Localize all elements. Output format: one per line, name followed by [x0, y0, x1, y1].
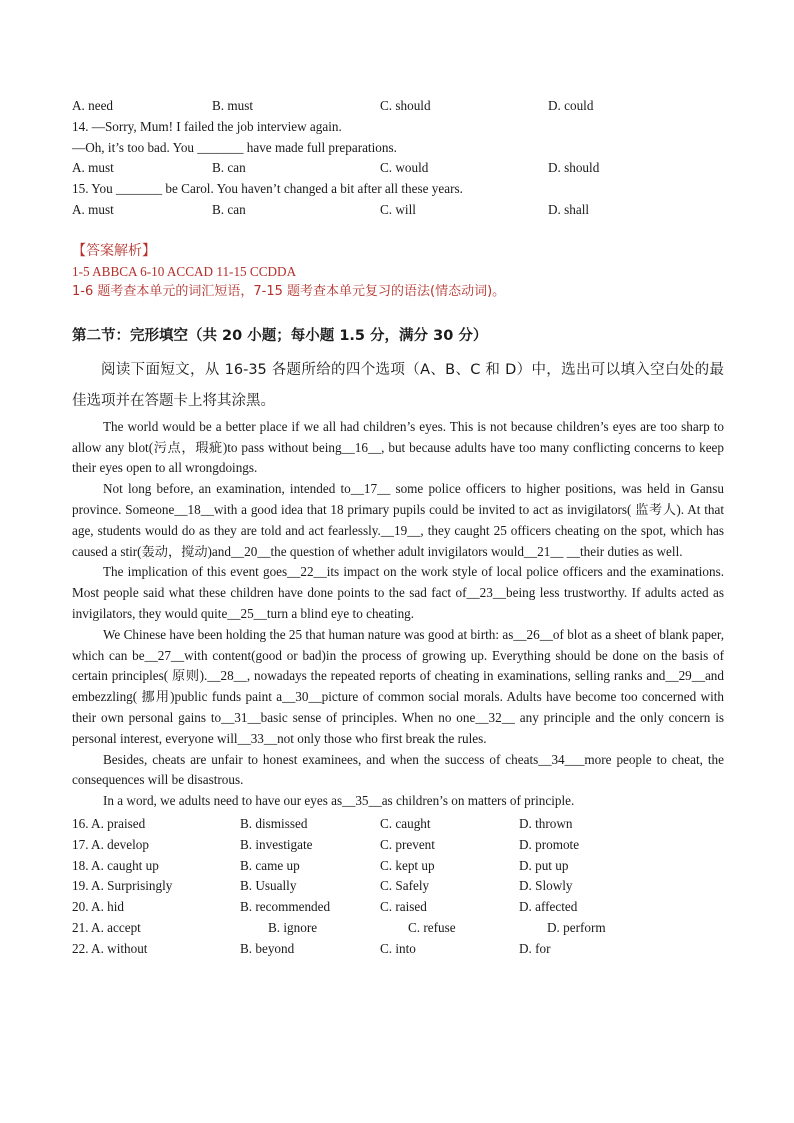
option-a: 19. A. Surprisingly [72, 878, 173, 894]
option-d: D. for [519, 940, 551, 956]
question-row [72, 897, 724, 918]
q15-options [72, 200, 724, 221]
option-c: C. Safely [380, 878, 430, 894]
question-options-list [72, 814, 724, 960]
option-c: C. prevent [380, 836, 435, 852]
q13-option-a: A. need [72, 98, 114, 113]
question-row [72, 856, 724, 877]
option-d: D. put up [519, 857, 569, 873]
option-a: 21. A. accept [72, 919, 141, 935]
option-b: B. beyond [240, 940, 295, 956]
q13-option-d: D. could [548, 98, 594, 113]
question-row [72, 876, 724, 897]
passage-paragraph: In a word, we adults need to have our eyes as__35__as children’s on matters of principle. [103, 793, 575, 809]
option-a: 20. A. hid [72, 899, 125, 915]
option-b: B. dismissed [240, 815, 308, 831]
option-b: B. ignore [268, 919, 318, 935]
passage-paragraph: Not long before, an examination, intended to__17__ some police officers to higher positions, was held in Gansu province. Someone__18__with a good idea that 18 primary pupils could be invited to act as invigilators( 监考人). At that age, students would do as they are told and act fearlessly.__19__, they caught 25 officers cheating on the spot, which has caused a stir(轰动，搅动)and__20__the question of whether adult invigilators would__21__ __their duties as well. [72, 481, 724, 559]
q15-option-b: B. can [212, 201, 246, 217]
q15-option-a: A. must [72, 201, 114, 217]
option-d: D. thrown [519, 815, 573, 831]
passage-paragraph: The implication of this event goes__22__its impact on the work style of local police officers and the examinations. Most people said what these children have done points to the sad fact of__23__being less trustworthy. If adults acted as invigilators, they would quite__25__turn a blind eye to cheating. [72, 564, 724, 621]
q14-options [72, 158, 724, 179]
option-b: B. came up [240, 857, 300, 873]
option-a: 22. A. without [72, 940, 148, 956]
option-b: B. investigate [240, 836, 313, 852]
q14-reply: —Oh, it’s too bad. You _______ have made full preparations. [72, 139, 397, 155]
answer-keys: 1-5 ABBCA 6-10 ACCAD 11-15 CCDDA [72, 263, 297, 279]
passage-paragraph: The world would be a better place if we all had children’s eyes. This is not because children’s eyes are too sharp to allow any blot(污点，瑕疵)to pass without being__16__, but because adults have too many conflicting concerns to keep their eyes open to all wrongdoings. [72, 418, 724, 476]
section-title: 第二节：完形填空（共 20 小题；每小题 1.5 分，满分 30 分） [72, 327, 488, 344]
option-c: C. refuse [408, 919, 456, 935]
option-c: C. kept up [380, 857, 435, 873]
option-b: B. Usually [240, 878, 297, 894]
passage-paragraph: Besides, cheats are unfair to honest examinees, and when the success of cheats__34___more people to cheat, the consequences will be disastrous. [72, 751, 724, 788]
passage-paragraph: We Chinese have been holding the 25 that human nature was good at birth: as__26__of blot as a sheet of blank paper, which can be__27__with content(good or bad)in the process of growing up. Everything should be done on the basis of certain principles( 原则).__28__, nowadays the repeated reports of cheating in examinations, selling ranks and__29__and embezzling( 挪用)public funds paint a__30__picture of common social morals. Adults have become too concerned with their own personal gains to__31__basic sense of principles. When no one__32__ any principle and the only concern is personal interest, everyone will__33__not only those who first break the rules. [72, 626, 724, 746]
question-row [72, 835, 724, 856]
answer-note: 1-6 题考查本单元的词汇短语，7-15 题考查本单元复习的语法(情态动词)。 [72, 284, 506, 300]
q14-option-b: B. can [212, 160, 246, 176]
option-a: 18. A. caught up [72, 857, 159, 873]
q13-option-b: B. must [212, 98, 254, 113]
q14-option-d: D. should [548, 160, 600, 176]
section-instruction: 阅读下面短文，从 16-35 各题所给的四个选项（A、B、C 和 D）中，选出可以填入空白处的最佳选项并在答题卡上将其涂黑。 [72, 361, 724, 409]
document-page [72, 96, 724, 960]
option-c: C. caught [380, 815, 431, 831]
q15-option-c: C. will [380, 201, 416, 217]
option-d: D. affected [519, 899, 578, 915]
q15-option-d: D. shall [548, 201, 590, 217]
option-c: C. raised [380, 899, 427, 915]
option-d: D. perform [547, 919, 606, 935]
question-row [72, 939, 724, 960]
q13-options [72, 96, 724, 117]
q14-stem: 14. —Sorry, Mum! I failed the job interview again. [72, 118, 342, 134]
q13-option-c: C. should [380, 98, 431, 113]
question-row [72, 814, 724, 835]
q14-option-c: C. would [380, 160, 429, 176]
option-d: D. promote [519, 836, 580, 852]
option-c: C. into [380, 940, 416, 956]
option-a: 17. A. develop [72, 836, 149, 852]
question-row [72, 918, 724, 939]
q15-stem: 15. You _______ be Carol. You haven’t changed a bit after all these years. [72, 181, 463, 197]
answer-title: 【答案解析】 [72, 242, 156, 259]
option-b: B. recommended [240, 899, 331, 915]
option-d: D. Slowly [519, 878, 573, 894]
q14-option-a: A. must [72, 160, 114, 176]
option-a: 16. A. praised [72, 815, 146, 831]
cloze-passage [72, 417, 724, 812]
